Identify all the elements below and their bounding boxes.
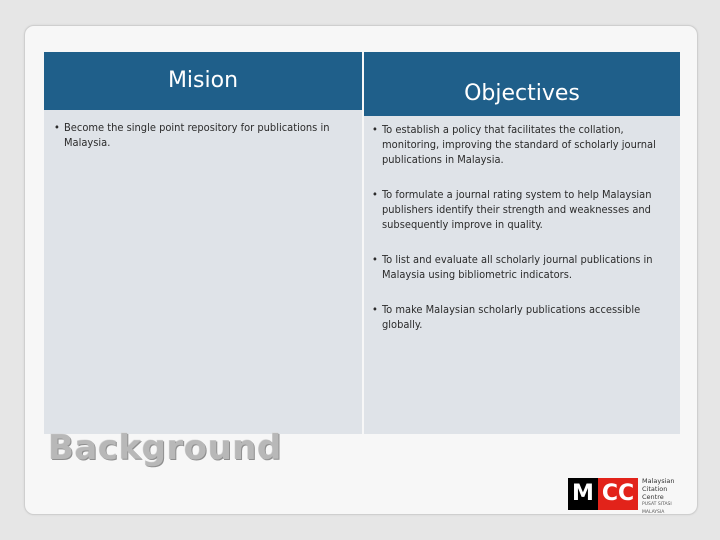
mission-header <box>44 52 362 110</box>
logo-line-1: Malaysian <box>642 477 675 485</box>
mission-header-label: Mision <box>167 68 239 93</box>
mcc-logo <box>568 476 688 515</box>
objective-bullet-text: To formulate a journal rating system to help Malaysian publishers identify their strength and weaknesses and subsequently improve in quality. <box>382 188 652 231</box>
objectives-header-label: Objectives <box>464 81 580 106</box>
bullet-icon: • <box>54 121 60 134</box>
objective-bullet-text: To establish a policy that facilitates the collation, monitoring, improving the standard of scholarly journal publications in Malaysia. <box>382 123 656 166</box>
objectives-bullet-list <box>372 122 668 352</box>
logo-letter-m: M <box>568 478 598 510</box>
objective-bullet-text: To make Malaysian scholarly publications accessible globally. <box>382 303 641 331</box>
objective-bullet <box>372 122 668 167</box>
slide-title-background: Background <box>48 428 282 468</box>
logo-line-3: Centre <box>642 493 664 501</box>
logo-letters-cc: CC <box>598 478 638 510</box>
mission-bullet-list <box>54 120 350 170</box>
mission-bullet <box>54 120 350 150</box>
logo-line-2: Citation <box>642 485 668 493</box>
objective-bullet <box>372 187 668 232</box>
objective-bullet-text: To list and evaluate all scholarly journal publications in Malaysia using bibliometric indicators. <box>382 253 653 281</box>
bullet-icon: • <box>372 253 378 266</box>
objective-bullet <box>372 252 668 282</box>
mission-panel <box>44 52 362 434</box>
objectives-panel <box>364 52 680 434</box>
bullet-icon: • <box>372 303 378 316</box>
bullet-icon: • <box>372 123 378 136</box>
bullet-icon: • <box>372 188 378 201</box>
objectives-header <box>364 52 680 116</box>
mission-bullet-text: Become the single point repository for publications in Malaysia. <box>64 121 330 149</box>
logo-line-4: PUSAT SITASI MALAYSIA <box>642 502 672 515</box>
logo-wordmark <box>642 477 688 517</box>
objective-bullet <box>372 302 668 332</box>
